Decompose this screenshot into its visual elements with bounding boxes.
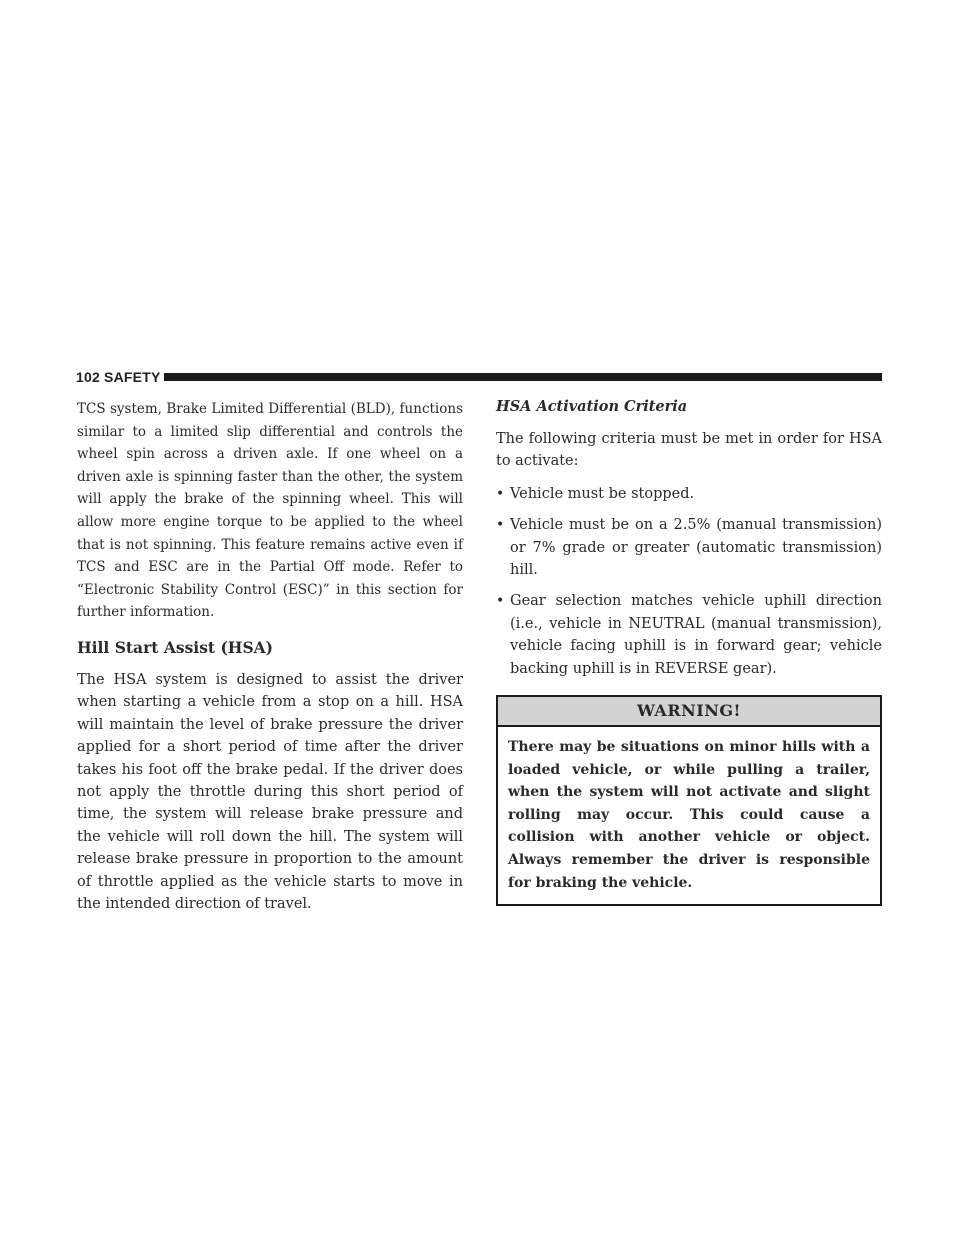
list-item-text: Gear selection matches vehicle uphill direction (i.e., vehicle in NEUTRAL (manual transmission), vehicle facing uphill is in forward gear; vehicle backing uphill is in REVERSE gear). bbox=[510, 593, 882, 677]
list-item bbox=[496, 590, 882, 680]
list-item bbox=[496, 514, 882, 581]
criteria-intro-paragraph: The following criteria must be met in order for HSA to activate: bbox=[496, 431, 882, 470]
bullet-icon: • bbox=[496, 593, 505, 610]
left-column bbox=[77, 398, 463, 915]
criteria-list bbox=[496, 483, 882, 680]
right-column bbox=[496, 398, 882, 906]
page-header bbox=[76, 368, 882, 388]
bld-paragraph: TCS system, Brake Limited Differential (BLD), functions similar to a limited slip differential and controls the wheel spin across a driven axle. If one wheel on a driven axle is spinning faster than the other, the system will apply the brake of the spinning wheel. This will allow more engine torque to be applied to the wheel that is not spinning. This feature remains active even if TCS and ESC are in the Partial Off mode. Refer to “Electronic Stability Control (ESC)” in this section for further information. bbox=[77, 401, 463, 621]
warning-body bbox=[498, 727, 880, 904]
section-heading-hsa: Hill Start Assist (HSA) bbox=[77, 637, 274, 657]
header-rule bbox=[164, 373, 882, 381]
subheading-activation-criteria: HSA Activation Criteria bbox=[496, 398, 688, 415]
warning-box bbox=[496, 695, 882, 906]
list-item-text: Vehicle must be on a 2.5% (manual transmission) or 7% grade or greater (automatic transmission) hill. bbox=[510, 517, 882, 579]
hsa-description-paragraph: The HSA system is designed to assist the driver when starting a vehicle from a stop on a hill. HSA will maintain the level of brake pressure the driver applied for a short period of time after the driver takes his foot off the brake pedal. If the driver does not apply the throttle during this short period of time, the system will release brake pressure and the vehicle will roll down the hill. The system will release brake pressure in proportion to the amount of throttle applied as the vehicle starts to move in the intended direction of travel. bbox=[77, 671, 463, 912]
list-item-text: Vehicle must be stopped. bbox=[510, 485, 695, 502]
list-item bbox=[496, 483, 882, 505]
bullet-icon: • bbox=[496, 485, 505, 502]
warning-title: WARNING! bbox=[498, 697, 880, 727]
bullet-icon: • bbox=[496, 517, 505, 534]
warning-text: There may be situations on minor hills with a loaded vehicle, or while pulling a trailer, when the system will not activate and slight rolling may occur. This could cause a collision with another vehicle or object. Always remember the driver is responsible for braking the vehicle. bbox=[508, 739, 870, 891]
page-number-label: 102 SAFETY bbox=[76, 369, 161, 385]
